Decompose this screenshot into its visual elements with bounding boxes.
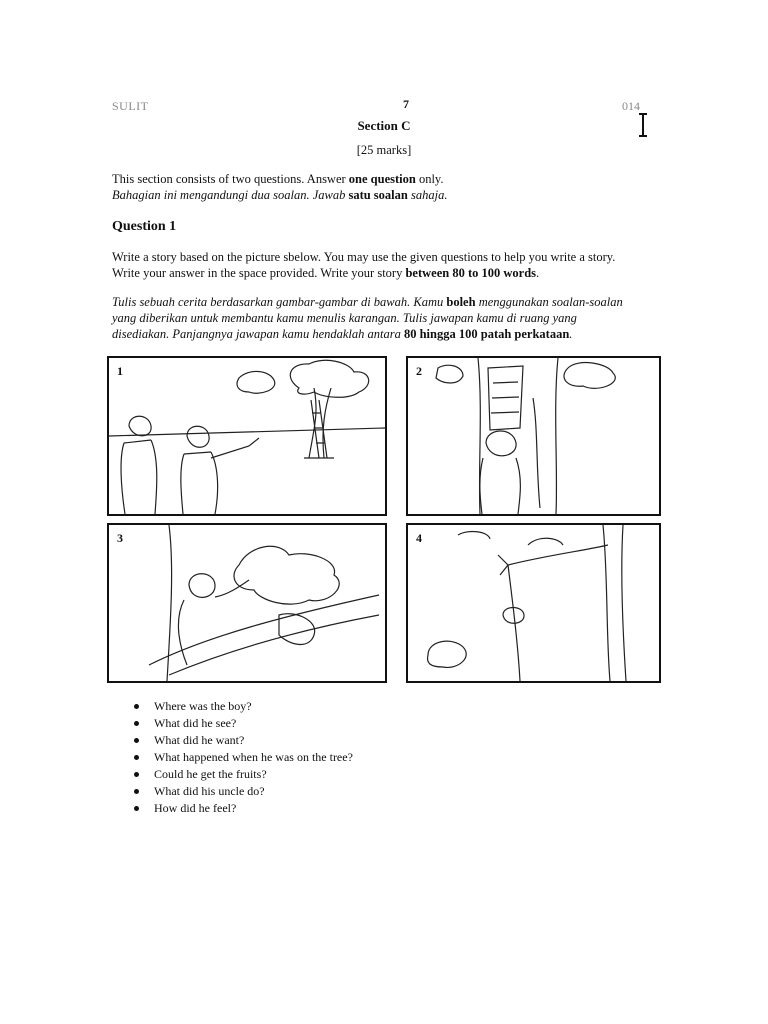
intro-instructions: [112, 171, 692, 203]
question-instructions-malay: Tulis sebuah cerita berdasarkan gambar-gambar di bawah. Kamu boleh menggunakan soalan-soalan yang diberikan untuk membantu kamu menulis karangan. Tulis jawapan kamu di ruang yang disediakan. Panjangnya jawapan kamu hendaklah antara 80 hingga 100 patah perkataan.: [112, 295, 623, 341]
section-title: Section C: [357, 118, 411, 133]
question-instructions-english: Write a story based on the picture sbelow. You may use the given questions to help you write a story. Write your answer in the space provided. Write your story between 80 to 100 words.: [112, 250, 616, 280]
picture-panel-1: [107, 356, 387, 516]
panel-3-illustration: [109, 525, 385, 681]
picture-panel-2: [406, 356, 661, 516]
panel-2-illustration: [408, 358, 659, 514]
intro-malay: Bahagian ini mengandungi dua soalan. Jawab satu soalan sahaja.: [112, 188, 448, 202]
picture-panel-3: [107, 523, 387, 683]
panel-number: 2: [416, 364, 422, 378]
list-item: What did he want?: [132, 732, 353, 749]
list-item: How did he feel?: [132, 800, 353, 817]
section-marks: [25 marks]: [356, 143, 412, 157]
list-item: What happened when he was on the tree?: [132, 749, 353, 766]
header-confidential-label: SULIT: [112, 99, 149, 113]
guide-questions-list: [132, 698, 353, 817]
panel-1-illustration: [109, 358, 385, 514]
list-item: What did he see?: [132, 715, 353, 732]
paper-code: 014: [622, 99, 640, 113]
question-title: Question 1: [112, 219, 177, 234]
panel-number: 4: [416, 531, 422, 545]
page-number: 7: [403, 97, 409, 111]
intro-english: This section consists of two questions. Answer one question only.: [112, 172, 444, 186]
list-item: Could he get the fruits?: [132, 766, 353, 783]
panel-4-illustration: [408, 525, 659, 681]
panel-number: 1: [117, 364, 123, 378]
list-item: Where was the boy?: [132, 698, 353, 715]
picture-panel-4: [406, 523, 661, 683]
panel-number: 3: [117, 531, 123, 545]
list-item: What did his uncle do?: [132, 783, 353, 800]
